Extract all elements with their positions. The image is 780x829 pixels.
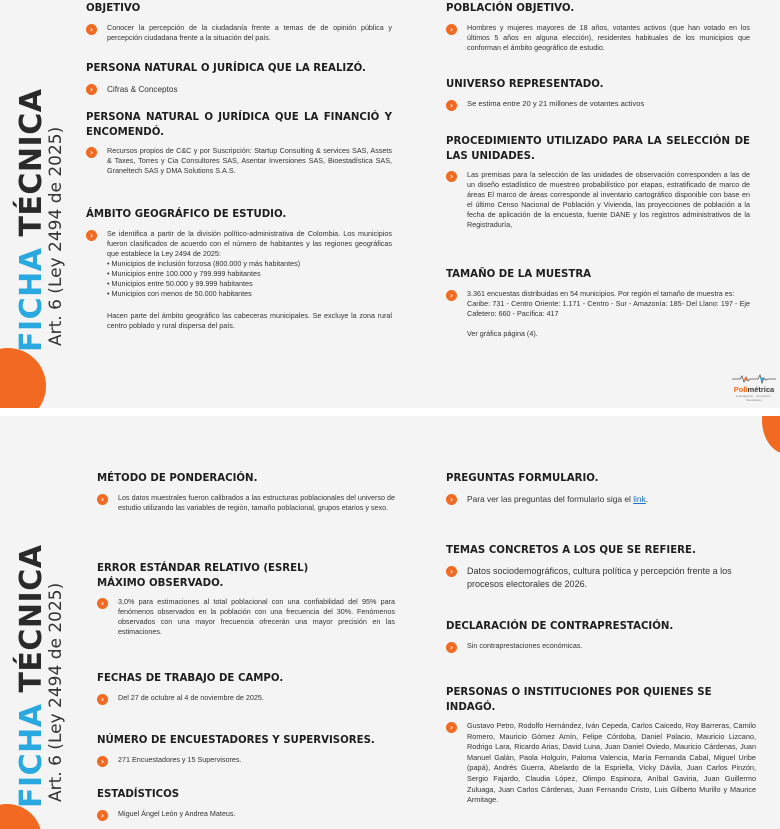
section-text: Recursos propios de C&C y por Suscripción: Startup Consulting & services SAS, Assets & Taxes, Torres y Cia Consultores SAS, Asentar Inversiones SAS, Bioestadística SAS, Graneltech SAS y DMA Solutions S.A.S. <box>107 146 392 176</box>
formulario-link[interactable]: link <box>633 493 646 504</box>
arrow-bullet-icon: › <box>97 810 108 821</box>
section-text <box>467 289 750 339</box>
page-1 <box>0 0 780 408</box>
section-title: OBJETIVO <box>86 3 141 14</box>
section-title: PROCEDIMIENTO UTILIZADO PARA LA SELECCIÓN DE LAS UNIDADES. <box>446 136 750 162</box>
arrow-bullet-icon: › <box>446 642 457 653</box>
section-title: TAMAÑO DE LA MUESTRA <box>446 269 592 280</box>
preguntas-text: Para ver las preguntas del formulario siga el <box>467 493 634 504</box>
section-title: UNIVERSO REPRESENTADO. <box>446 79 604 90</box>
section-objetivo <box>86 2 392 43</box>
arrow-bullet-icon: › <box>97 694 108 705</box>
section-ambito <box>86 208 392 331</box>
section-poblacion <box>446 2 750 53</box>
section-text: Datos sociodemográficos, cultura política y percepción frente a los procesos electorales de 2026. <box>467 565 732 589</box>
arrow-bullet-icon: › <box>86 230 97 241</box>
logo-part-1: Poli <box>733 385 748 394</box>
sidebar-ficha: FICHA <box>14 703 49 808</box>
sidebar-article: Art. 6 (Ley 2494 de 2025) <box>46 582 66 802</box>
arrow-bullet-icon: › <box>446 290 457 301</box>
sidebar-ficha: FICHA <box>14 247 49 352</box>
tamano-line-3: Ver gráfica página (4). <box>467 328 538 338</box>
section-title: PERSONA NATURAL O JURÍDICA QUE LA FINANCIÓ Y ENCOMENDÓ. <box>86 112 392 138</box>
section-contraprestacion <box>446 620 756 653</box>
arrow-bullet-icon: › <box>446 171 457 182</box>
arrow-bullet-icon: › <box>97 756 108 767</box>
arrow-bullet-icon: › <box>446 722 457 733</box>
section-text <box>467 493 648 506</box>
arrow-bullet-icon: › <box>86 84 97 95</box>
orange-circle-decoration <box>762 416 780 454</box>
section-title: PERSONA NATURAL O JURÍDICA QUE LA REALIZÓ. <box>86 63 366 74</box>
section-estadisticos <box>97 788 395 821</box>
page-gap <box>0 408 780 416</box>
arrow-bullet-icon: › <box>446 100 457 111</box>
section-text: 271 Encuestadores y 15 Supervisores. <box>118 754 242 764</box>
section-text: Cifras & Conceptos <box>107 84 178 94</box>
sidebar-tecnica: TÉCNICA <box>14 88 49 237</box>
section-text: Hombres y mujeres mayores de 18 años, votantes activos (que han votado en los últimos 5 años en alguna elección), residentes habituales de los municipios que conforman el ámbito geográfico de estudio. <box>467 22 750 52</box>
arrow-bullet-icon: › <box>97 494 108 505</box>
sidebar-title <box>14 545 49 808</box>
section-title: PERSONAS O INSTITUCIONES POR QUIENES SE INDAGÓ. <box>446 687 712 713</box>
ambito-outro: Hacen parte del ámbito geográfico las cabeceras municipales. Se excluye la zona rural centro poblado y rural dispersa del país. <box>107 311 392 331</box>
list-item: • Municipios entre 100.000 y 799.999 habitantes <box>107 268 261 278</box>
section-preguntas <box>446 472 756 506</box>
section-text: Conocer la percepción de la ciudadanía frente a temas de de opinión pública y percepción ciudadana frente a la situación del país. <box>107 22 392 42</box>
arrow-bullet-icon: › <box>86 147 97 158</box>
arrow-bullet-icon: › <box>446 494 457 505</box>
section-title: MÉTODO DE PONDERACIÓN. <box>97 473 258 484</box>
tamano-line-2: Caribe: 731 - Centro Oriente: 1.171 - Centro - Sur - Amazonía: 185- Del Llano: 197 - Eje Cafetero: 660 - Pacífica: 417 <box>467 298 750 318</box>
section-procedimiento <box>446 135 750 231</box>
list-item: • Municipios de inclusión forzosa (800.000 y más habitantes) <box>107 258 301 268</box>
section-title: ÁMBITO GEOGRÁFICO DE ESTUDIO. <box>86 209 287 220</box>
section-text: Del 27 de octubre al 4 de noviembre de 2025. <box>118 692 264 702</box>
list-item: • Municipios entre 50.000 y 99.999 habitantes <box>107 278 253 288</box>
section-text: Se estima entre 20 y 21 millones de votantes activos <box>467 98 645 108</box>
section-title: PREGUNTAS FORMULARIO. <box>446 473 599 484</box>
section-title: ERROR ESTÁNDAR RELATIVO (ESREL) MÁXIMO OBSERVADO. <box>97 563 309 589</box>
ambito-intro: Se identifica a partir de la división político-administrativa de Colombia. Los municipios fueron clasificados de acuerdo con el número de habitantes y las regiones geográficas que establece la Ley 2494 de 2025: <box>107 228 392 258</box>
section-title: NÚMERO DE ENCUESTADORES Y SUPERVISORES. <box>97 735 375 746</box>
logo-part-2: métrica <box>747 385 775 394</box>
section-text: 3,0% para estimaciones al total poblacional con una confiabilidad del 95% para fenómenos observados en la población con una frecuencia del 30%. Fenómenos observados con una mayor frecuencia ofrecerán una mayor precisión en las estimaciones. <box>118 597 395 637</box>
arrow-bullet-icon: › <box>446 24 457 35</box>
section-error <box>97 562 395 637</box>
section-text: Miguel Ángel León y Andrea Mateus. <box>118 808 236 818</box>
section-fechas <box>97 672 395 705</box>
polimetrica-logo <box>728 372 780 402</box>
section-financio <box>86 111 392 176</box>
section-text: Los datos muestrales fueron calibrados a las estructuras poblacionales del universo de estudio utilizando las variables de región, tamaño poblacional, grupos etarios y sexo. <box>118 492 395 512</box>
section-title: DECLARACIÓN DE CONTRAPRESTACIÓN. <box>446 621 674 632</box>
section-temas <box>446 544 756 591</box>
section-tamano <box>446 268 750 339</box>
preguntas-after: . <box>645 493 649 504</box>
section-realizo <box>86 62 392 96</box>
sidebar-title <box>14 89 49 352</box>
logo-tagline: Investigación · Innovación · Resultados <box>735 394 773 402</box>
orange-circle-decoration <box>0 348 46 408</box>
section-title: POBLACIÓN OBJETIVO. <box>446 3 575 14</box>
section-text: Gustavo Petro, Rodolfo Hernández, Iván Cepeda, Carlos Caicedo, Roy Barreras, Camilo Romero, Mauricio Gómez Amín, Felipe Córdoba, Daniel Palacio, Mauricio Lizcano, Rodrigo Lara, Ricardo Arias, David Luna, Juan Daniel Oviedo, Mauricio Cárdenas, Juan Manuel Galán, Paola Holguín, Paloma Valencia, María Fernanda Cabal, Miguel Uribe (papá), Andrés Guerra, Abelardo de la Espriella, Vicky Dávila, Juan Carlos Pinzón, Sergio Fajardo, Claudia López, Olimpo Espinoza, Aníbal Gaviria, Juan Guillermo Zuluaga, Juan Carlos Cárdenas, Juan Fernando Cristo, Luis Gilberto Murillo y Maurice Armitage. <box>467 721 756 805</box>
logo-text <box>728 385 780 394</box>
sound-wave-icon <box>732 374 776 384</box>
arrow-bullet-icon: › <box>446 566 457 577</box>
section-text <box>107 229 392 332</box>
ambito-list <box>107 259 392 299</box>
section-encuestadores <box>97 734 395 767</box>
sidebar-tecnica: TÉCNICA <box>14 544 49 693</box>
arrow-bullet-icon: › <box>86 24 97 35</box>
section-title: ESTADÍSTICOS <box>97 789 180 800</box>
list-item: • Municipios con menos de 50.000 habitantes <box>107 289 252 299</box>
section-text: Las premisas para la selección de las unidades de observación corresponden a las de un diseño estadístico de muestreo probabilístico por etapas, estratificado de marco de áreas El marco de áreas corresponde al inventario cartográfico disponible con base en el último Censo Nacional de Población y Vivienda, las proyecciones de población a la fecha de aplicación de la encuesta, fuente DANE y los registros administrativos de la Registraduría, <box>467 170 750 230</box>
section-ponderacion <box>97 472 395 513</box>
sidebar-article: Art. 6 (Ley 2494 de 2025) <box>46 126 66 346</box>
section-title: FECHAS DE TRABAJO DE CAMPO. <box>97 673 284 684</box>
section-text: Sin contraprestaciones económicas. <box>467 640 583 650</box>
section-universo <box>446 78 750 111</box>
page-2 <box>0 416 780 829</box>
tamano-line-1: 3.361 encuestas distribuidas en 54 municipios. Por región el tamaño de muestra es: <box>467 288 735 298</box>
section-title: TEMAS CONCRETOS A LOS QUE SE REFIERE. <box>446 545 696 556</box>
arrow-bullet-icon: › <box>97 598 108 609</box>
section-personas <box>446 686 756 806</box>
